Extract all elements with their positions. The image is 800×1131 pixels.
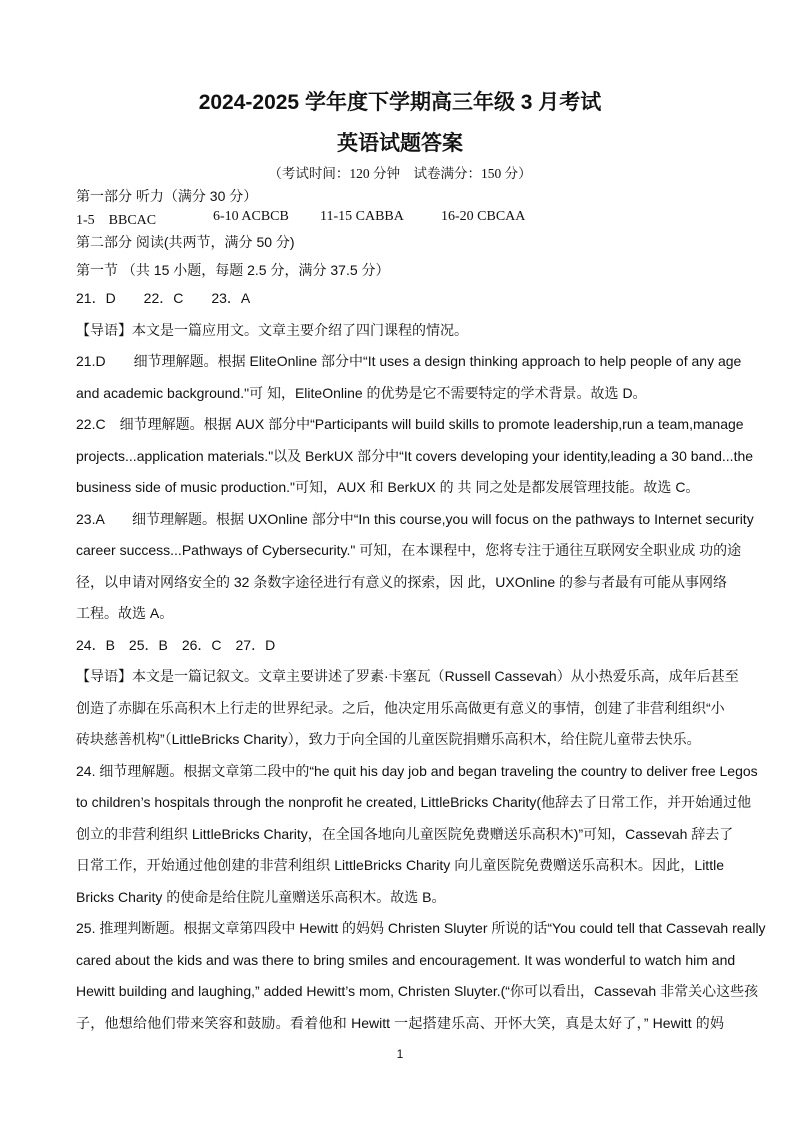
text-line: Bricks Charity 的使命是给住院儿童赠送乐高积木。故选 B。	[76, 888, 446, 905]
text-line: 径，以申请对网络安全的 32 条数字途径进行有意义的探索，因 此，UXOnline 的参与者最有可能从事网络	[76, 573, 728, 590]
text-line: 24．B 25．B 26．C 27．D	[76, 636, 276, 653]
paragraph	[76, 504, 754, 630]
exam-info: （考试时间：120 分钟 试卷满分：150 分）	[268, 166, 532, 181]
text-line: to children’s hospitals through the nonprofit he created, LittleBricks Charity(他辞去了日常工作，并开始通过他	[76, 794, 752, 810]
document-title: 2024-2025 学年度下学期高三年级 3 月考试	[198, 91, 602, 114]
answer-explanations	[76, 283, 766, 1039]
text-line: 子，他想给他们带来笑容和鼓励。看着他和 Hewitt 一起搭建乐高、开怀大笑，真是太好了，” Hewitt 的妈	[76, 1014, 724, 1031]
text-line: business side of music production."可知，AUX 和 BerkUX 的 共 同之处是都发展管理技能。故选 C。	[76, 479, 700, 495]
text-line: 创造了赤脚在乐高积木上行走的世界纪录。之后，他决定用乐高做更有意义的事情，创建了非营利组织“小	[76, 699, 725, 716]
text-line: 24. 细节理解题。根据文章第二段中的“he quit his day job and began traveling the country to deliver free Legos	[76, 762, 758, 779]
text-line: 创立的非营利组织 LittleBricks Charity，在全国各地向儿童医院免费赠送乐高积木)”可知，Cassevah 辞去了	[76, 825, 734, 842]
text-line: projects...application materials."以及 BerkUX 部分中“It covers developing your identity,leading a 30 band...the	[76, 447, 754, 464]
paragraph	[76, 346, 742, 409]
paragraph	[76, 661, 739, 756]
text-line: Hewitt building and laughing,” added Hewitt’s mom, Christen Sluyter.(“你可以看出，Cassevah 非常关心这些孩	[76, 983, 759, 999]
listening-answers-4: 16-20 CBCAA	[441, 209, 526, 224]
text-line: career success...Pathways of Cybersecurity." 可知，在本课程中，您将专注于通往互联网安全职业成 功的途	[76, 542, 742, 558]
listening-answers-1: 1-5 BBCAC	[76, 213, 157, 228]
text-line: 砖块慈善机构”（LittleBricks Charity），致力于向全国的儿童医院捐赠乐高积木，给住院儿童带去快乐。	[76, 731, 701, 747]
text-line: cared about the kids and was there to bring smiles and encouragement. It was wonderful to watch him and	[76, 951, 736, 968]
paragraph	[76, 756, 758, 914]
text-line: 21．D 22．C 23．A	[76, 290, 251, 306]
text-line: 22.C 细节理解题。根据 AUX 部分中“Participants will build skills to promote leadership,run a team,manage	[76, 416, 744, 432]
part1-heading: 第一部分 听力（满分 30 分）	[76, 188, 258, 204]
part2-heading: 第二部分 阅读(共两节，满分 50 分)	[76, 234, 295, 250]
paragraph	[76, 409, 754, 504]
text-line: 工程。故选 A。	[76, 605, 174, 621]
text-line: 23.A 细节理解题。根据 UXOnline 部分中“In this course,you will focus on the pathways to Internet security	[76, 510, 754, 527]
section1-heading: 第一节 （共 15 小题，每题 2.5 分，满分 37.5 分）	[76, 262, 390, 278]
paragraph	[76, 630, 724, 662]
listening-answers-3: 11-15 CABBA	[320, 209, 404, 224]
paragraph	[76, 913, 766, 1039]
text-line: 25. 推理判断题。根据文章第四段中 Hewitt 的妈妈 Christen Sluyter 所说的话“You could tell that Cassevah really	[76, 920, 766, 936]
listening-answers-2: 6-10 ACBCB	[213, 209, 289, 224]
text-line: 【导语】本文是一篇应用文。文章主要介绍了四门课程的情况。	[76, 321, 468, 338]
text-line: 21.D 细节理解题。根据 EliteOnline 部分中“It uses a design thinking approach to help people of any age	[76, 353, 742, 369]
text-line: 日常工作，开始通过他创建的非营利组织 LittleBricks Charity 向儿童医院免费赠送乐高积木。因此，Little	[76, 857, 724, 873]
paragraph	[76, 283, 724, 315]
document-subtitle: 英语试题答案	[337, 132, 463, 155]
text-line: and academic background."可 知，EliteOnline 的优势是它不需要特定的学术背景。故选 D。	[76, 384, 647, 401]
paragraph	[76, 315, 724, 347]
text-line: 【导语】本文是一篇记叙文。文章主要讲述了罗素·卡塞瓦（Russell Cassevah）从小热爱乐高，成年后甚至	[76, 668, 739, 684]
page-number: 1	[396, 1047, 404, 1061]
